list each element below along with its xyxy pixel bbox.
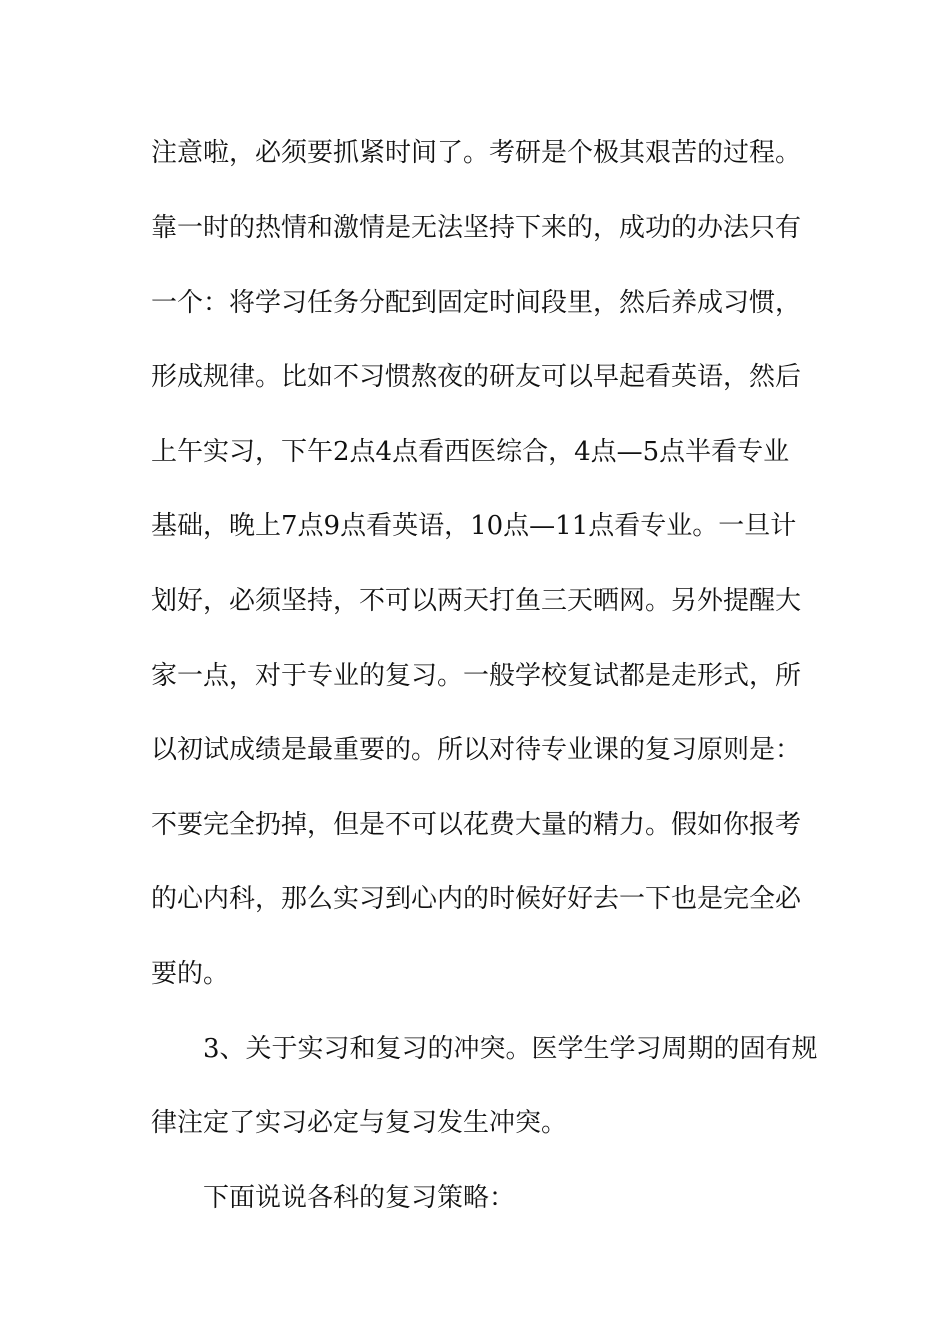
text-line: 注意啦，必须要抓紧时间了。考研是个极其艰苦的过程。 (151, 138, 802, 168)
text-line: 上午实习，下午2点4点看西医综合，4点—5点半看专业 (151, 437, 790, 467)
text-line: 家一点，对于专业的复习。一般学校复试都是走形式，所 (151, 661, 802, 691)
text-line: 形成规律。比如不习惯熬夜的研友可以早起看英语，然后 (151, 362, 802, 392)
text-line: 3、关于实习和复习的冲突。医学生学习周期的固有规 (203, 1034, 818, 1064)
text-line: 以初试成绩是最重要的。所以对待专业课的复习原则是： (151, 735, 802, 765)
text-line: 一个：将学习任务分配到固定时间段里，然后养成习惯， (151, 288, 802, 318)
text-line: 划好，必须坚持，不可以两天打鱼三天晒网。另外提醒大 (151, 586, 802, 616)
text-line: 基础，晚上7点9点看英语，10点—11点看专业。一旦计 (151, 511, 797, 541)
text-line: 律注定了实习必定与复习发生冲突。 (151, 1108, 568, 1138)
text-line: 下面说说各科的复习策略： (203, 1183, 516, 1213)
text-line: 靠一时的热情和激情是无法坚持下来的，成功的办法只有 (151, 213, 802, 243)
text-line: 的心内科，那么实习到心内的时候好好去一下也是完全必 (151, 884, 802, 914)
text-line: 要的。 (151, 959, 230, 989)
text-line: 不要完全扔掉，但是不可以花费大量的精力。假如你报考 (151, 810, 802, 840)
